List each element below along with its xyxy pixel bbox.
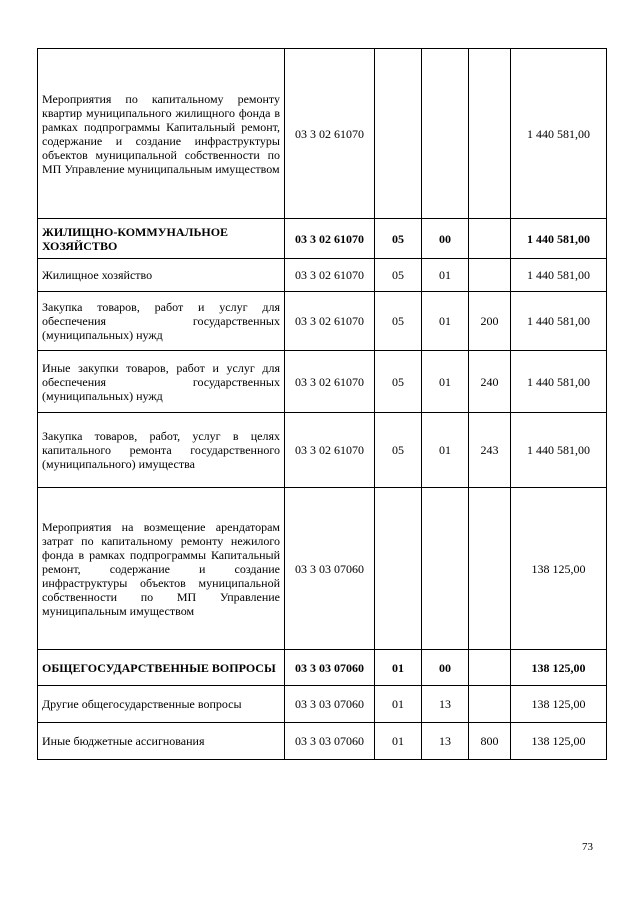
row-subsection: [422, 488, 469, 650]
row-program-code: 03 3 03 07060: [285, 488, 375, 650]
row-program-code: 03 3 03 07060: [285, 686, 375, 723]
row-subsection: 00: [422, 219, 469, 259]
table-row: [38, 351, 607, 413]
row-section: 05: [375, 219, 422, 259]
table-row: [38, 259, 607, 292]
row-description: ЖИЛИЩНО-КОММУНАЛЬНОЕ ХОЗЯЙСТВО: [38, 219, 285, 259]
row-expense-type: 240: [469, 351, 511, 413]
row-description: Закупка товаров, работ, услуг в целях капитального ремонта государственного (муниципального) имущества: [38, 413, 285, 488]
row-description: Иные бюджетные ассигнования: [38, 723, 285, 760]
row-description: Иные закупки товаров, работ и услуг для обеспечения государственных (муниципальных) нужд: [38, 351, 285, 413]
row-subsection: 01: [422, 351, 469, 413]
budget-table: [37, 48, 607, 760]
row-program-code: 03 3 02 61070: [285, 351, 375, 413]
row-subsection: 13: [422, 686, 469, 723]
row-expense-type: [469, 686, 511, 723]
row-section: 05: [375, 413, 422, 488]
row-description: Закупка товаров, работ и услуг для обеспечения государственных (муниципальных) нужд: [38, 292, 285, 351]
row-program-code: 03 3 02 61070: [285, 259, 375, 292]
row-amount: 1 440 581,00: [511, 219, 607, 259]
row-amount: 138 125,00: [511, 488, 607, 650]
row-program-code: 03 3 03 07060: [285, 723, 375, 760]
row-amount: 1 440 581,00: [511, 413, 607, 488]
row-description: Жилищное хозяйство: [38, 259, 285, 292]
row-expense-type: [469, 219, 511, 259]
table-row: [38, 219, 607, 259]
row-section: 01: [375, 686, 422, 723]
row-amount: 1 440 581,00: [511, 351, 607, 413]
page-number: 73: [582, 841, 593, 853]
row-expense-type: [469, 488, 511, 650]
row-program-code: 03 3 02 61070: [285, 413, 375, 488]
row-program-code: 03 3 03 07060: [285, 650, 375, 686]
row-subsection: 01: [422, 259, 469, 292]
row-subsection: 00: [422, 650, 469, 686]
row-description: ОБЩЕГОСУДАРСТВЕННЫЕ ВОПРОСЫ: [38, 650, 285, 686]
table-row: [38, 488, 607, 650]
row-description: Мероприятия на возмещение арендаторам затрат по капитальному ремонту нежилого фонда в рамках подпрограммы Капитальный ремонт, содержание и создание инфраструктуры объектов муниципальной собственности по МП Управление муниципальным имуществом: [38, 488, 285, 650]
row-amount: 1 440 581,00: [511, 49, 607, 219]
row-expense-type: [469, 49, 511, 219]
row-subsection: [422, 49, 469, 219]
row-amount: 138 125,00: [511, 650, 607, 686]
row-section: 05: [375, 292, 422, 351]
table-row: [38, 686, 607, 723]
row-expense-type: [469, 650, 511, 686]
table-row: [38, 292, 607, 351]
table-row: [38, 413, 607, 488]
row-expense-type: 800: [469, 723, 511, 760]
table-row: [38, 723, 607, 760]
row-description: Другие общегосударственные вопросы: [38, 686, 285, 723]
row-section: 01: [375, 650, 422, 686]
row-program-code: 03 3 02 61070: [285, 292, 375, 351]
row-amount: 138 125,00: [511, 723, 607, 760]
row-section: [375, 49, 422, 219]
row-amount: 1 440 581,00: [511, 259, 607, 292]
table-row: [38, 49, 607, 219]
table-row: [38, 650, 607, 686]
row-expense-type: 200: [469, 292, 511, 351]
row-amount: 1 440 581,00: [511, 292, 607, 351]
row-subsection: 13: [422, 723, 469, 760]
row-expense-type: 243: [469, 413, 511, 488]
row-amount: 138 125,00: [511, 686, 607, 723]
row-program-code: 03 3 02 61070: [285, 49, 375, 219]
row-subsection: 01: [422, 292, 469, 351]
row-expense-type: [469, 259, 511, 292]
row-program-code: 03 3 02 61070: [285, 219, 375, 259]
row-section: 05: [375, 351, 422, 413]
row-section: 05: [375, 259, 422, 292]
row-section: [375, 488, 422, 650]
row-section: 01: [375, 723, 422, 760]
row-description: Мероприятия по капитальному ремонту квартир муниципального жилищного фонда в рамках подпрограммы Капитальный ремонт, содержание и создание инфраструктуры объектов муниципальной собственности по МП Управление муниципальным имуществом: [38, 49, 285, 219]
row-subsection: 01: [422, 413, 469, 488]
